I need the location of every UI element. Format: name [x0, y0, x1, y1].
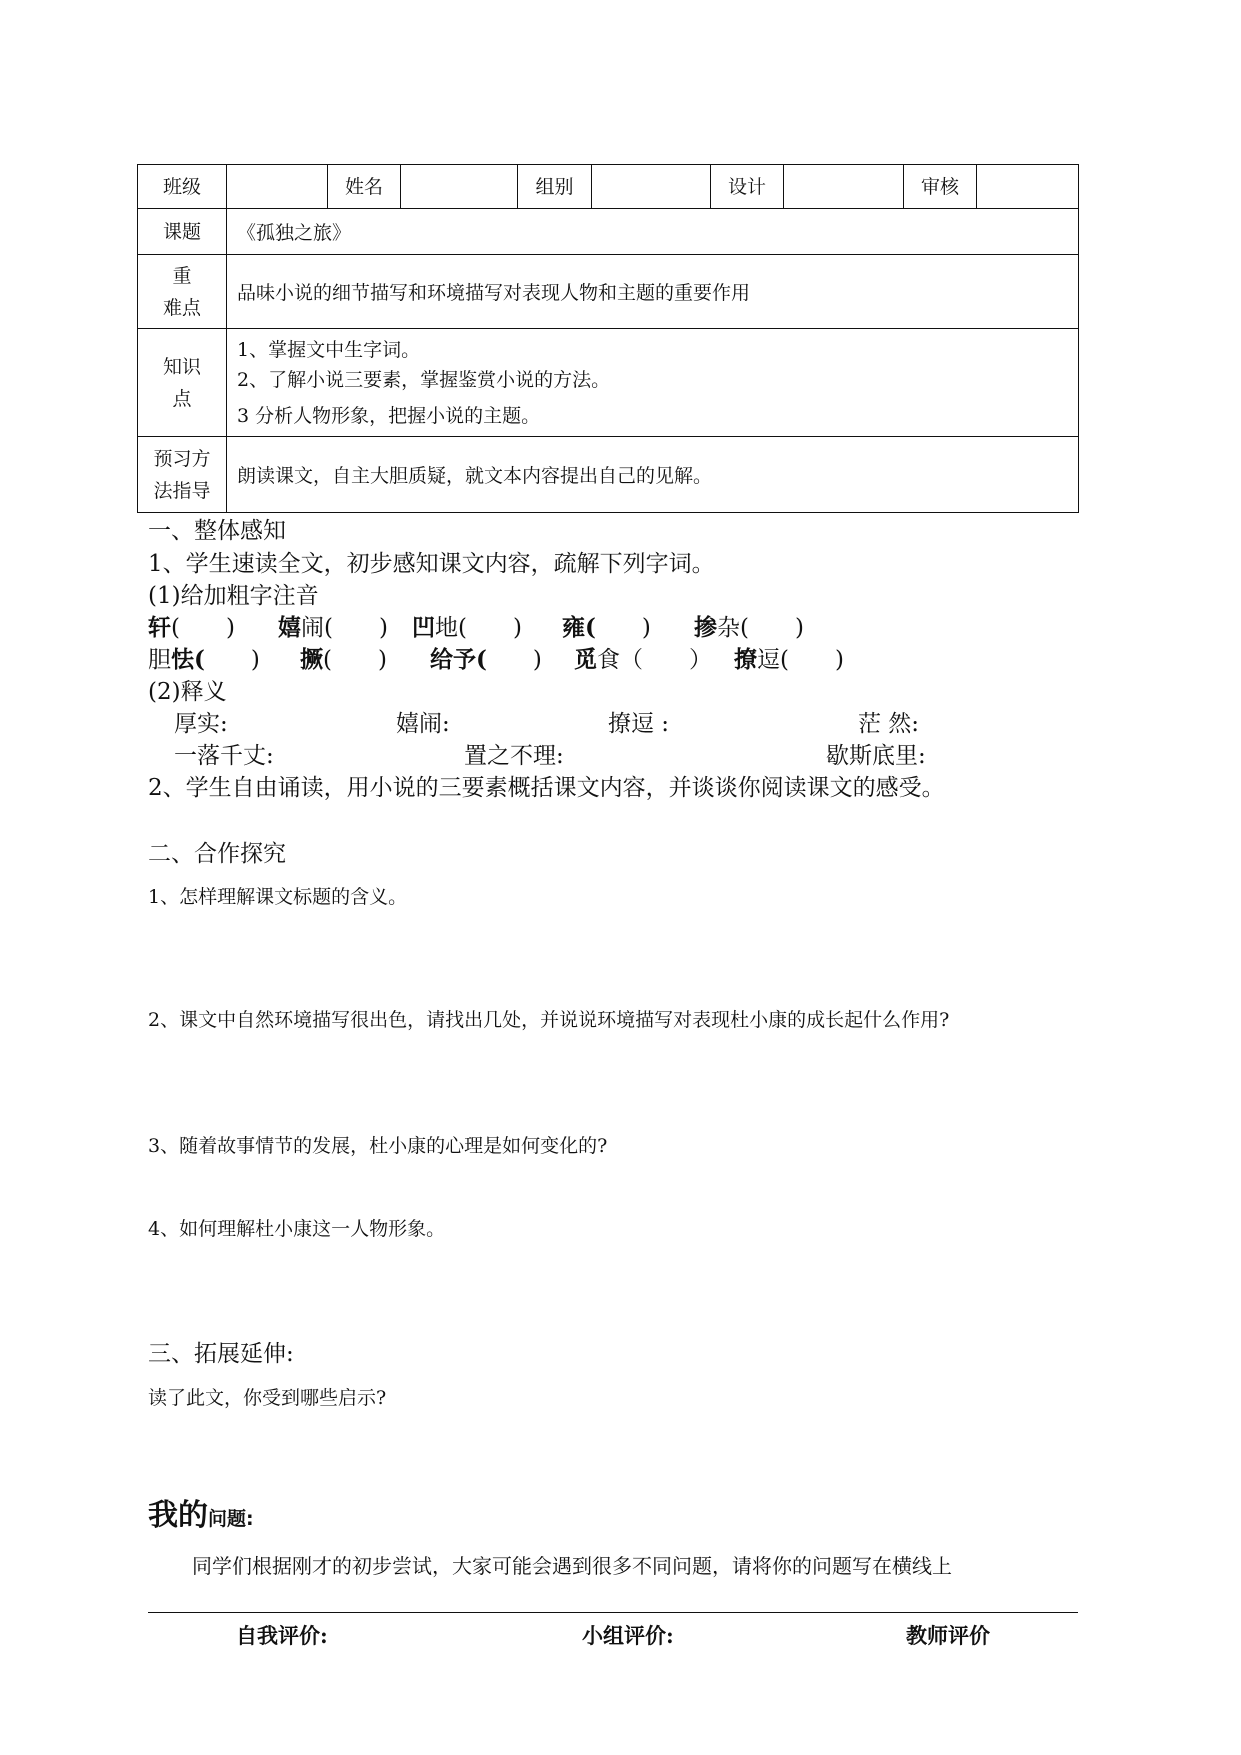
term-item: 茫 然:: [858, 711, 920, 737]
my-questions-title-small: 问题:: [208, 1508, 254, 1530]
method-label-line1: 预习方: [153, 447, 211, 470]
my-questions-title: [148, 1490, 254, 1534]
knowledge-item: 3 分析人物形象，把握小说的主题。: [237, 404, 541, 427]
term-item: 一落千丈:: [174, 743, 274, 769]
self-evaluation-label: 自我评价:: [236, 1623, 328, 1648]
term-item: 厚实:: [174, 711, 228, 737]
pinyin-item: 凹地( ): [412, 614, 522, 641]
my-questions-title-big: 我的: [148, 1498, 208, 1533]
section1-heading: 一、整体感知: [148, 518, 286, 544]
pinyin-item: 掺杂( ): [694, 614, 804, 641]
section1-q2: 2、学生自由诵读，用小说的三要素概括课文内容，并谈谈你阅读课文的感受。: [148, 775, 945, 801]
section2-heading: 二、合作探究: [148, 841, 286, 867]
pinyin-item: 给予( ): [430, 646, 542, 673]
section2-q4: 4、如何理解杜小康这一人物形象。: [148, 1218, 446, 1240]
answer-line: [148, 1612, 1078, 1613]
pinyin-item: 轩( ): [148, 614, 235, 641]
knowledge-item: 1、掌握文中生字词。: [237, 338, 421, 361]
key-difficulty-label: [138, 255, 227, 329]
design-field[interactable]: [784, 165, 904, 209]
term-item: 歇斯底里:: [826, 743, 926, 769]
teacher-evaluation-label: 教师评价: [906, 1623, 990, 1648]
group-label: 组别: [518, 165, 592, 209]
term-item: 撩逗 :: [608, 711, 670, 737]
pinyin-item: 嬉闹( ): [278, 614, 388, 641]
knowledge-points: [227, 329, 1079, 437]
section1-sub1: (1)给加粗字注音: [148, 583, 319, 609]
topic-label: 课题: [138, 209, 227, 255]
design-label: 设计: [711, 165, 784, 209]
group-evaluation-label: 小组评价:: [582, 1623, 674, 1648]
knowledge-label: [138, 329, 227, 437]
pinyin-item: 雍( ): [562, 614, 651, 641]
class-label: 班级: [138, 165, 227, 209]
section2-q1: 1、怎样理解课文标题的含义。: [148, 886, 408, 908]
knowledge-item: 2、了解小说三要素，掌握鉴赏小说的方法。: [237, 368, 611, 391]
pinyin-item: 撅( ): [300, 646, 387, 673]
term-item: 置之不理:: [464, 743, 564, 769]
pinyin-item: 觅食（ ）: [574, 646, 712, 673]
method-label: [138, 437, 227, 513]
my-questions-instruction: 同学们根据刚才的初步尝试，大家可能会遇到很多不同问题，请将你的问题写在横线上: [192, 1554, 952, 1578]
info-table: [137, 164, 1079, 513]
review-label: 审核: [904, 165, 977, 209]
name-label: 姓名: [328, 165, 401, 209]
topic-value: 《孤独之旅》: [227, 209, 1079, 255]
section1-sub2: (2)释义: [148, 679, 227, 705]
section2-q3: 3、随着故事情节的发展，杜小康的心理是如何变化的?: [148, 1135, 608, 1157]
pinyin-item: 胆怯( ): [148, 646, 260, 673]
pinyin-item: 撩逗( ): [734, 646, 844, 673]
knowledge-label-line2: 点: [172, 387, 192, 410]
key-label-line2: 难点: [162, 296, 201, 319]
review-field[interactable]: [977, 165, 1079, 209]
term-item: 嬉闹:: [396, 711, 450, 737]
section3-q1: 读了此文，你受到哪些启示?: [148, 1387, 387, 1409]
name-field[interactable]: [401, 165, 518, 209]
knowledge-label-line1: 知识: [162, 355, 201, 378]
method-label-line2: 法指导: [153, 479, 211, 502]
group-field[interactable]: [592, 165, 711, 209]
section2-q2: 2、课文中自然环境描写很出色，请找出几处，并说说环境描写对表现杜小康的成长起什么作用?: [148, 1009, 950, 1031]
section1-q1: 1、学生速读全文，初步感知课文内容，疏解下列字词。: [148, 551, 715, 577]
class-field[interactable]: [227, 165, 328, 209]
section3-heading: 三、拓展延伸:: [148, 1341, 294, 1367]
method-value: 朗读课文，自主大胆质疑，就文本内容提出自己的见解。: [227, 437, 1079, 513]
key-difficulty-value: 品味小说的细节描写和环境描写对表现人物和主题的重要作用: [227, 255, 1079, 329]
key-label-line1: 重: [172, 264, 192, 287]
